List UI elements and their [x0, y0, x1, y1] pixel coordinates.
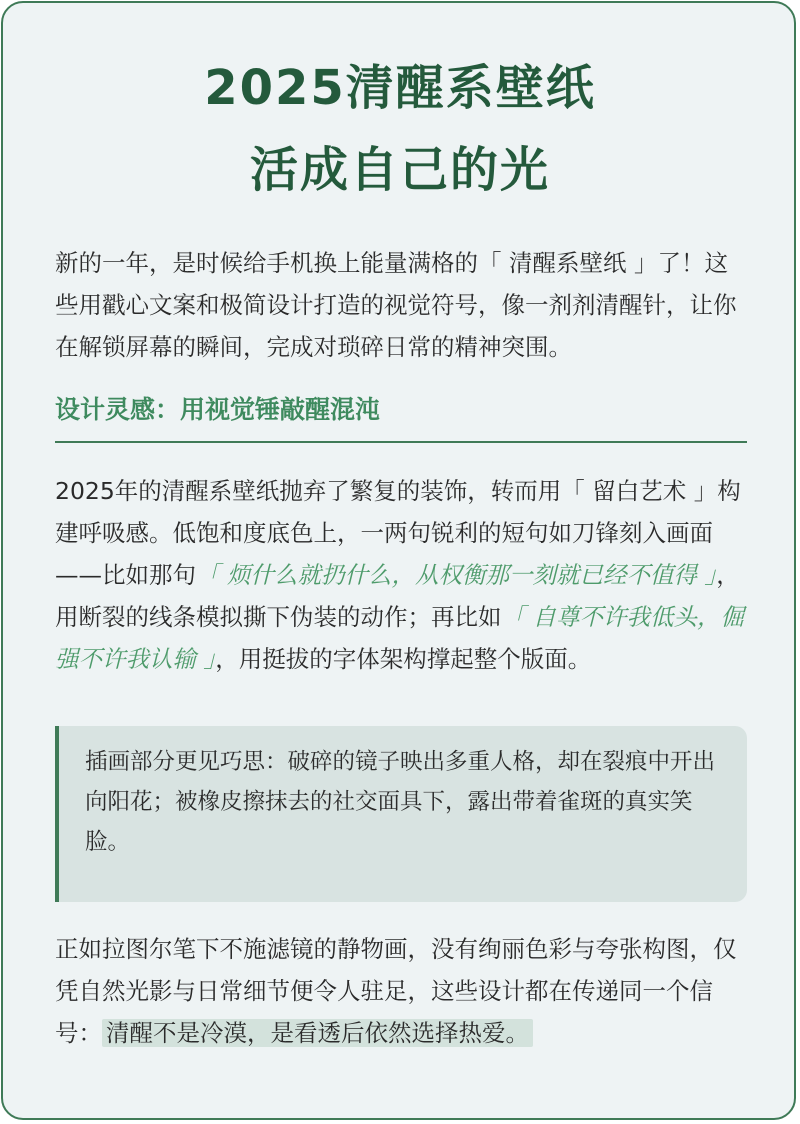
- design-paragraph: [55, 470, 747, 680]
- design-text-part-2: ，用断裂的线条模拟撕下伪装的动作；再比如: [55, 561, 740, 631]
- callout-box: [55, 726, 747, 902]
- ending-text: 正如拉图尔笔下不施滤镜的静物画，没有绚丽色彩与夸张构图，仅凭自然光影与日常细节便令人驻足，这些设计都在传递同一个信号：: [55, 935, 737, 1047]
- intro-paragraph: 新的一年，是时候给手机换上能量满格的「 清醒系壁纸 」了！这些用戳心文案和极简设计打造的视觉符号，像一剂剂清醒针，让你在解锁屏幕的瞬间，完成对琐碎日常的精神突围。: [55, 249, 737, 361]
- quote-1: 「 烦什么就扔什么，从权衡那一刻就已经不值得 」: [196, 561, 717, 589]
- ending-paragraph: [55, 928, 747, 1054]
- section-heading: 设计灵感：用视觉锤敲醒混沌: [55, 395, 381, 424]
- design-text-part-3: ，用挺拔的字体架构撑起整个版面。: [215, 645, 592, 673]
- design-text-part-1: 2025年的清醒系壁纸抛弃了繁复的装饰，转而用「 留白艺术 」构建呼吸感。低饱和度底色上，一两句锐利的短句如刀锋刻入画面——比如那句: [55, 477, 741, 589]
- highlight-sentence: 清醒不是冷漠，是看透后依然选择热爱。: [102, 1019, 533, 1047]
- quote-2: 「 自尊不许我低头，倔强不许我认输 」: [55, 603, 744, 673]
- section-divider: [55, 441, 747, 443]
- title-line-2: 活成自己的光: [249, 142, 550, 198]
- callout-text: 插画部分更见巧思：破碎的镜子映出多重人格，却在裂痕中开出向阳花；被橡皮擦抹去的社交面具下，露出带着雀斑的真实笑脸。: [85, 749, 716, 855]
- title-line-1: 2025清醒系壁纸: [204, 60, 596, 116]
